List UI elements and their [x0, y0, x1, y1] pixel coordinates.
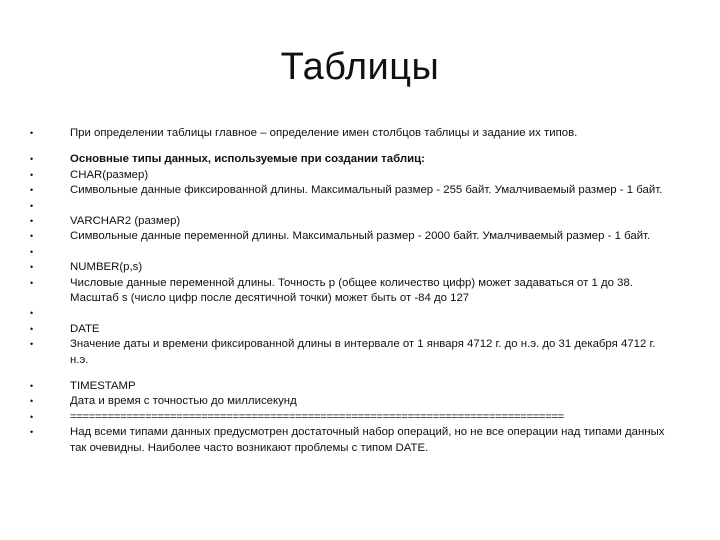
bullet-list — [30, 126, 670, 456]
list-item — [30, 410, 670, 425]
bullet-icon: • — [30, 231, 34, 242]
bullet-icon: • — [30, 308, 34, 319]
bullet-icon: • — [30, 246, 34, 257]
list-item — [30, 337, 670, 368]
bullet-icon: • — [30, 339, 34, 350]
bullet-icon: • — [30, 216, 34, 227]
list-item — [30, 394, 670, 409]
bullet-icon: • — [30, 200, 34, 211]
item-text: DATE — [70, 322, 100, 335]
bullet-icon: • — [30, 411, 34, 422]
list-item-empty — [30, 199, 670, 214]
list-item — [30, 229, 670, 244]
bullet-icon: • — [30, 185, 34, 196]
list-item — [30, 152, 670, 167]
item-text: Над всеми типами данных предусмотрен достаточный набор операций, но не все операции над типами данных так очевидны. Наиболее часто возникают проблемы с типом DATE. — [70, 426, 665, 454]
separator-text: =============================================================================== — [70, 410, 564, 423]
bullet-icon: • — [30, 396, 34, 407]
item-text: Значение даты и времени фиксированной длины в интервале от 1 января 4712 г. до н.э. до 31 декабря 4712 г. н.э. — [70, 338, 656, 366]
list-item — [30, 276, 670, 307]
bullet-icon: • — [30, 277, 34, 288]
bullet-icon: • — [30, 262, 34, 273]
item-text: Дата и время с точностью до миллисекунд — [70, 395, 297, 408]
bullet-icon: • — [30, 323, 34, 334]
item-text: CHAR(размер) — [70, 168, 149, 181]
bullet-icon: • — [30, 381, 34, 392]
item-text: Символьные данные переменной длины. Максимальный размер - 2000 байт. Умалчиваемый размер - 1 байт. — [70, 230, 651, 243]
item-text-heading: Основные типы данных, используемые при создании таблиц: — [70, 153, 425, 166]
list-item — [30, 183, 670, 198]
bullet-icon: • — [30, 154, 34, 165]
bullet-icon: • — [30, 427, 34, 438]
item-text: NUMBER(p,s) — [70, 261, 143, 274]
list-item — [30, 425, 670, 456]
list-item — [30, 322, 670, 337]
item-text: Символьные данные фиксированной длины. Максимальный размер - 255 байт. Умалчиваемый размер - 1 байт. — [70, 184, 663, 197]
list-item — [30, 379, 670, 394]
bullet-icon: • — [30, 128, 34, 138]
item-text: При определении таблицы главное – определение имен столбцов таблицы и задание их типов. — [70, 127, 578, 139]
slide-title: Таблицы — [280, 46, 440, 88]
list-item — [30, 126, 670, 141]
item-text: VARCHAR2 (размер) — [70, 215, 181, 228]
list-item-empty — [30, 306, 670, 321]
item-text: TIMESTAMP — [70, 380, 136, 393]
list-item — [30, 168, 670, 183]
bullet-icon: • — [30, 169, 34, 180]
list-item — [30, 214, 670, 229]
item-text: Числовые данные переменной длины. Точность p (общее количество цифр) может задаваться от 1 до 38. Масштаб s (число цифр после десятичной точки) может быть от -84 до 127 — [70, 276, 633, 305]
list-item — [30, 260, 670, 275]
list-item-empty — [30, 245, 670, 260]
